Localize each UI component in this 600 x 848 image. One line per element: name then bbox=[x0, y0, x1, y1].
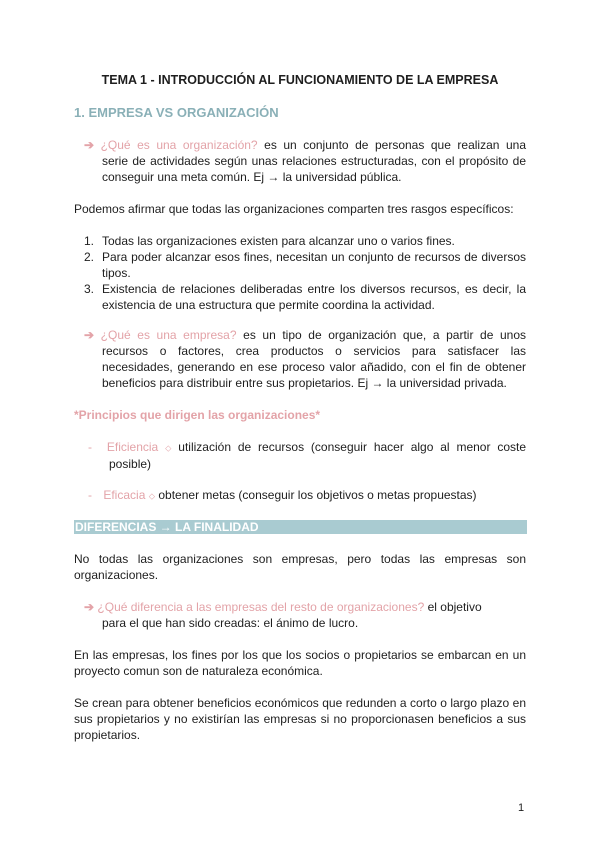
arrow-icon: ➔ bbox=[84, 600, 95, 614]
question-organizacion bbox=[84, 137, 526, 185]
answer-line: para el que han sido creadas: el ánimo de lucro. bbox=[102, 616, 359, 630]
traits-list: 1. Todas las organizaciones existen para alcanzar uno o varios fines. 2. Para poder alcanzar esos fines, necesitan un conjunto de recursos de diversos tipos. 3. Existencia de relaciones deliberadas entre los diversos recursos, es decir, la existencia de una estructura que permite coordina la actividad. bbox=[84, 234, 526, 312]
paragraph: En las empresas, los fines por los que los socios o propietarios se embarcan en un proyecto comun son de naturaleza económica. bbox=[74, 648, 526, 678]
arrow-icon: ➔ bbox=[84, 328, 95, 342]
answer-line: beneficios para distribuir entre sus propietarios. Ej → la universidad privada. bbox=[102, 376, 507, 390]
eficacia-item bbox=[88, 487, 526, 504]
term-text: Eficiencia bbox=[106, 440, 159, 454]
dash-bullet: - bbox=[88, 440, 92, 454]
section-bar: DIFERENCIAS → LA FINALIDAD bbox=[74, 520, 527, 534]
answer-line: es un conjunto de personas que realizan una bbox=[264, 138, 526, 152]
paragraph: No todas las organizaciones son empresas, pero todas las empresas son organizaciones. bbox=[74, 552, 526, 582]
answer-line: serie de actividades según unas relaciones estructuradas, con el propósito de bbox=[102, 154, 526, 168]
definition-line: posible) bbox=[109, 457, 152, 471]
dash-bullet: - bbox=[88, 488, 92, 502]
definition-line: utilización de recursos (conseguir hacer algo al menor coste bbox=[178, 440, 527, 454]
page-number: 1 bbox=[518, 802, 525, 814]
principles-heading: *Principios que dirigen las organizaciones* bbox=[74, 408, 321, 422]
eficiencia-item bbox=[88, 439, 526, 472]
question-text: ¿Qué diferencia a las empresas del resto de organizaciones? bbox=[97, 600, 425, 614]
arrow-icon: ➔ bbox=[84, 138, 95, 152]
definition-line: obtener metas (conseguir los objetivos o metas propuestas) bbox=[158, 488, 477, 502]
answer-line: es un tipo de organización que, a partir de unos bbox=[243, 328, 526, 342]
paragraph: Se crean para obtener beneficios económicos que redunden a corto o largo plazo en sus propietarios y no existirían las empresas si no proporcionasen beneficios a sus propietarios. bbox=[74, 696, 526, 742]
question-text: ¿Qué es una organización? bbox=[100, 138, 258, 152]
question-empresa bbox=[84, 327, 526, 391]
intro-paragraph: Podemos afirmar que todas las organizaciones comparten tres rasgos específicos: bbox=[74, 202, 514, 216]
answer-line: necesidades, generando en ese proceso valor añadido, con el fin de obtener bbox=[102, 360, 526, 374]
question-text: ¿Qué es una empresa? bbox=[100, 328, 237, 342]
term-text: Eficacia bbox=[103, 488, 146, 502]
diamond-bullet-icon: ⬦ bbox=[148, 491, 156, 501]
answer-line: el objetivo bbox=[427, 600, 482, 614]
answer-line: conseguir una meta común. Ej → la universidad pública. bbox=[102, 170, 402, 184]
question-diferencia bbox=[84, 599, 526, 631]
section-heading: 1. EMPRESA VS ORGANIZACIÓN bbox=[74, 105, 279, 120]
answer-line: recursos o factores, crea productos o servicios para satisfacer las bbox=[102, 344, 526, 358]
diamond-bullet-icon: ⬦ bbox=[165, 443, 172, 453]
page-title: TEMA 1 - INTRODUCCIÓN AL FUNCIONAMIENTO DE LA EMPRESA bbox=[101, 73, 499, 87]
